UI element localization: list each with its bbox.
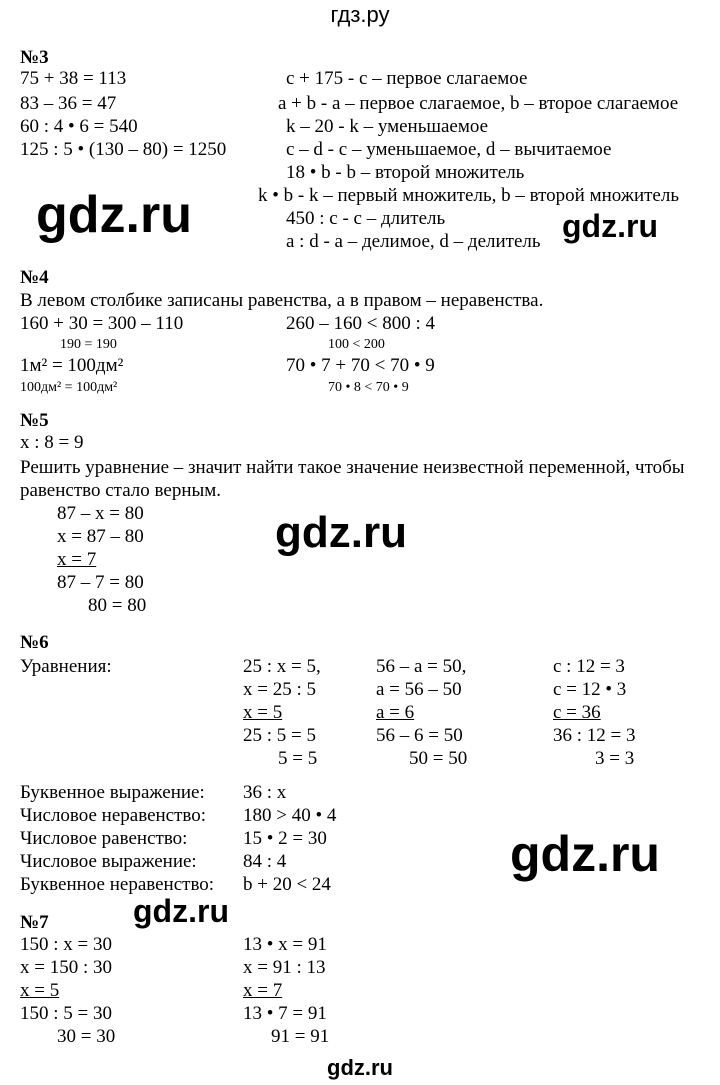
task-7-col2-3: x = 7 <box>243 980 283 1001</box>
task-3-left-1: 75 + 38 = 113 <box>20 68 127 89</box>
task-3-right-2: a + b - a – первое слагаемое, b – второе слагаемое <box>278 93 679 114</box>
task-6-col2-2: a = 56 – 50 <box>376 679 462 700</box>
task-6-col3-5: 3 = 3 <box>595 748 635 769</box>
task-6-term-value-5: b + 20 < 24 <box>243 874 331 895</box>
task-7-col1-5: 30 = 30 <box>57 1026 116 1047</box>
task-6-col1-4: 25 : 5 = 5 <box>243 725 316 746</box>
task-5-line-3: x = 7 <box>57 549 97 570</box>
task-6-col1-1: 25 : x = 5, <box>243 656 321 677</box>
task-7-col1-4: 150 : 5 = 30 <box>20 1003 112 1024</box>
site-footer: gdz.ru <box>327 1055 393 1080</box>
task-7-col2-5: 91 = 91 <box>271 1026 330 1047</box>
site-header: гдз.ру <box>330 2 390 27</box>
task-4-right-ineq-check: 100 < 200 <box>328 337 385 352</box>
task-5-line-2: x = 87 – 80 <box>57 526 144 547</box>
task-6-term-value-4: 84 : 4 <box>243 851 287 872</box>
watermark-1: gdz.ru <box>36 186 192 244</box>
watermark-5: gdz.ru <box>133 893 229 929</box>
task-6-term-label-1: Буквенное выражение: <box>20 782 205 803</box>
task-3-left-2: 83 – 36 = 47 <box>20 93 117 114</box>
task-5-equation: x : 8 = 9 <box>20 432 84 453</box>
task-4-left-eq: 160 + 30 = 300 – 110 <box>20 313 184 334</box>
task-4-title: №4 <box>20 267 49 288</box>
task-4-intro: В левом столбике записаны равенства, а в правом – неравенства. <box>20 290 544 311</box>
task-6-col3-3: c = 36 <box>553 702 601 723</box>
task-6-term-value-1: 36 : x <box>243 782 287 803</box>
task-6-term-label-3: Числовое равенство: <box>20 828 188 849</box>
task-6-col2-1: 56 – a = 50, <box>376 656 467 677</box>
task-3-right-8: a : d - a – делимое, d – делитель <box>286 231 541 252</box>
task-7-col2-1: 13 • x = 91 <box>243 934 327 955</box>
task-6-term-label-5: Буквенное неравенство: <box>20 874 215 895</box>
task-4-right-ineq-2-check: 70 • 8 < 70 • 9 <box>328 380 409 395</box>
task-4-right-ineq: 260 – 160 < 800 : 4 <box>286 313 435 334</box>
task-6-col3-4: 36 : 12 = 3 <box>553 725 636 746</box>
task-7-title: №7 <box>20 912 49 933</box>
task-3-right-4: c – d - c – уменьшаемое, d – вычитаемое <box>286 139 612 160</box>
task-3-title: №3 <box>20 47 49 68</box>
task-5-text-1: Решить уравнение – значит найти такое значение неизвестной переменной, чтобы <box>20 457 685 478</box>
task-6-col3-1: c : 12 = 3 <box>553 656 625 677</box>
task-4-left-eq-check: 190 = 190 <box>60 337 117 352</box>
task-6-col1-5: 5 = 5 <box>278 748 318 769</box>
task-6-title: №6 <box>20 632 49 653</box>
task-5-title: №5 <box>20 410 49 431</box>
task-5-line-5: 80 = 80 <box>88 595 147 616</box>
task-3-right-5: 18 • b - b – второй множитель <box>286 162 525 183</box>
task-6-col2-5: 50 = 50 <box>409 748 468 769</box>
task-3-left-3: 60 : 4 • 6 = 540 <box>20 116 138 137</box>
task-7-col1-3: x = 5 <box>20 980 60 1001</box>
task-7-col2-4: 13 • 7 = 91 <box>243 1003 327 1024</box>
task-4-left-eq-2-check: 100дм² = 100дм² <box>20 380 118 395</box>
task-3-right-1: c + 175 - c – первое слагаемое <box>286 68 528 89</box>
task-7-col2-2: x = 91 : 13 <box>243 957 326 978</box>
task-6-term-label-2: Числовое неравенство: <box>20 805 207 826</box>
task-6-col2-3: a = 6 <box>376 702 415 723</box>
task-3-left-4: 125 : 5 • (130 – 80) = 1250 <box>20 139 227 160</box>
task-3-right-7: 450 : c - c – длитель <box>286 208 446 229</box>
task-3-right-6: k • b - k – первый множитель, b – второй множитель <box>258 185 679 206</box>
task-6-col1-3: x = 5 <box>243 702 283 723</box>
task-4-left-eq-2: 1м² = 100дм² <box>20 355 124 376</box>
task-5-line-1: 87 – x = 80 <box>57 503 144 524</box>
watermark-3: gdz.ru <box>275 508 407 557</box>
task-6-term-value-2: 180 > 40 • 4 <box>243 805 337 826</box>
task-7-col1-1: 150 : x = 30 <box>20 934 112 955</box>
watermark-2: gdz.ru <box>562 208 658 244</box>
task-6-label: Уравнения: <box>20 656 112 677</box>
task-6-term-label-4: Числовое выражение: <box>20 851 197 872</box>
task-6-col1-2: x = 25 : 5 <box>243 679 316 700</box>
task-4-right-ineq-2: 70 • 7 + 70 < 70 • 9 <box>286 355 435 376</box>
task-6-col3-2: c = 12 • 3 <box>553 679 627 700</box>
task-3-right-3: k – 20 - k – уменьшаемое <box>286 116 489 137</box>
task-5-text-2: равенство стало верным. <box>20 480 222 501</box>
watermark-4: gdz.ru <box>510 826 660 882</box>
task-5-line-4: 87 – 7 = 80 <box>57 572 144 593</box>
task-6-col2-4: 56 – 6 = 50 <box>376 725 463 746</box>
task-7-col1-2: x = 150 : 30 <box>20 957 112 978</box>
task-6-term-value-3: 15 • 2 = 30 <box>243 828 327 849</box>
